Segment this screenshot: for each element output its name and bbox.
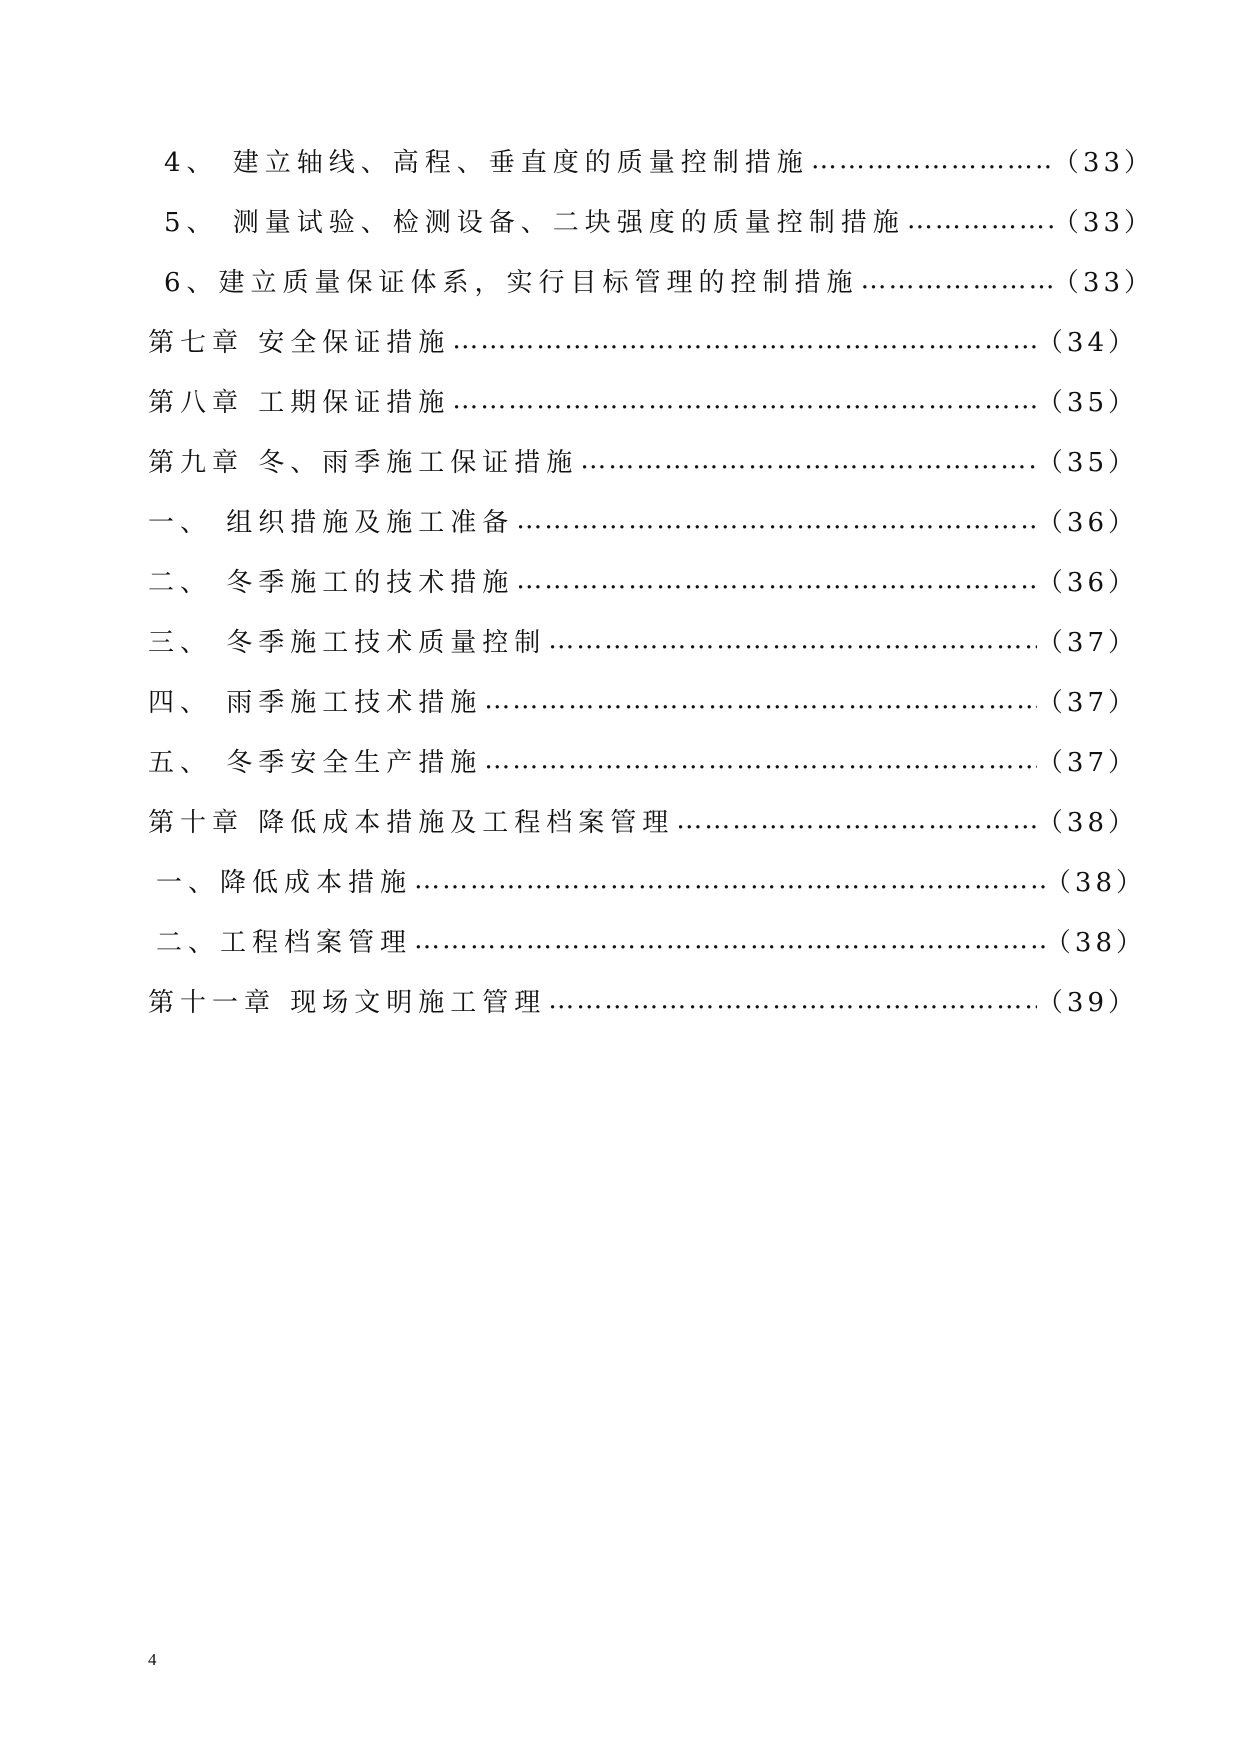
toc-leader-dots — [546, 625, 1037, 655]
toc-entry — [148, 378, 1138, 422]
toc-entry-page: （38） — [1036, 807, 1138, 838]
toc-entry — [148, 498, 1138, 542]
toc-entry-title: 第十章 降低成本措施及工程档案管理 — [148, 807, 675, 838]
toc-leader-dots — [859, 265, 1053, 295]
toc-entry — [148, 978, 1138, 1022]
toc-entry-title: 五、 冬季安全生产措施 — [148, 747, 483, 778]
toc-entry-page: （34） — [1036, 327, 1138, 358]
page-number: 4 — [148, 1650, 157, 1669]
toc-entry — [148, 678, 1138, 722]
toc-leader-dots — [412, 865, 1045, 895]
toc-leader-dots — [514, 505, 1037, 535]
toc-entry — [148, 618, 1138, 662]
toc-leader-dots — [412, 925, 1045, 955]
toc-leader-dots — [514, 565, 1037, 595]
toc-entry-title: 第十一章 现场文明施工管理 — [148, 987, 547, 1018]
toc-entry-page: （33） — [1052, 267, 1154, 298]
toc-entry-title: 二、 冬季施工的技术措施 — [148, 567, 515, 598]
toc-entry-title: 第八章 工期保证措施 — [148, 387, 451, 418]
toc-entry — [148, 198, 1154, 242]
toc-entry — [148, 798, 1138, 842]
toc-entry-title: 第九章 冬、雨季施工保证措施 — [148, 447, 579, 478]
toc-entry-title: 第七章 安全保证措施 — [148, 327, 451, 358]
toc-entry-page: （33） — [1052, 147, 1154, 178]
toc-entry-title: 二、工程档案管理 — [156, 927, 413, 958]
toc-entry-page: （38） — [1044, 867, 1146, 898]
toc-entry-page: （36） — [1036, 507, 1138, 538]
toc-entry-title: 6、建立质量保证体系，实行目标管理的控制措施 — [164, 267, 859, 298]
toc-entry — [148, 738, 1138, 782]
toc-entry-page: （35） — [1036, 387, 1138, 418]
toc-leader-dots — [482, 685, 1037, 715]
toc-entry-page: （35） — [1036, 447, 1138, 478]
toc-leader-dots — [905, 205, 1053, 235]
toc-entry-title: 一、降低成本措施 — [156, 867, 413, 898]
toc-entry-title: 三、 冬季施工技术质量控制 — [148, 627, 547, 658]
toc-entry-page: （33） — [1052, 207, 1154, 238]
toc-entry — [148, 438, 1138, 482]
toc-entry-page: （37） — [1036, 687, 1138, 718]
toc-entry-title: 5、 测量试验、检测设备、二块强度的质量控制措施 — [164, 207, 905, 238]
toc-entry — [148, 258, 1154, 302]
toc-entry-page: （36） — [1036, 567, 1138, 598]
toc-entry — [148, 558, 1138, 602]
toc-leader-dots — [450, 385, 1037, 415]
toc-entry-title: 一、 组织措施及施工准备 — [148, 507, 515, 538]
toc-leader-dots — [482, 745, 1037, 775]
toc-entry — [148, 918, 1146, 962]
toc-entry-title: 4、 建立轴线、高程、垂直度的质量控制措施 — [164, 147, 809, 178]
toc-entry-title: 四、 雨季施工技术措施 — [148, 687, 483, 718]
toc-entry-page: （37） — [1036, 747, 1138, 778]
toc-leader-dots — [546, 985, 1037, 1015]
toc-leader-dots — [578, 445, 1037, 475]
toc-leader-dots — [674, 805, 1037, 835]
toc-entry-page: （38） — [1044, 927, 1146, 958]
toc-entry-page: （37） — [1036, 627, 1138, 658]
toc-entry — [148, 858, 1146, 902]
toc-entry — [148, 318, 1138, 362]
toc-entry — [148, 138, 1154, 182]
toc-entry-page: （39） — [1036, 987, 1138, 1018]
toc-leader-dots — [450, 325, 1037, 355]
toc-leader-dots — [809, 145, 1053, 175]
